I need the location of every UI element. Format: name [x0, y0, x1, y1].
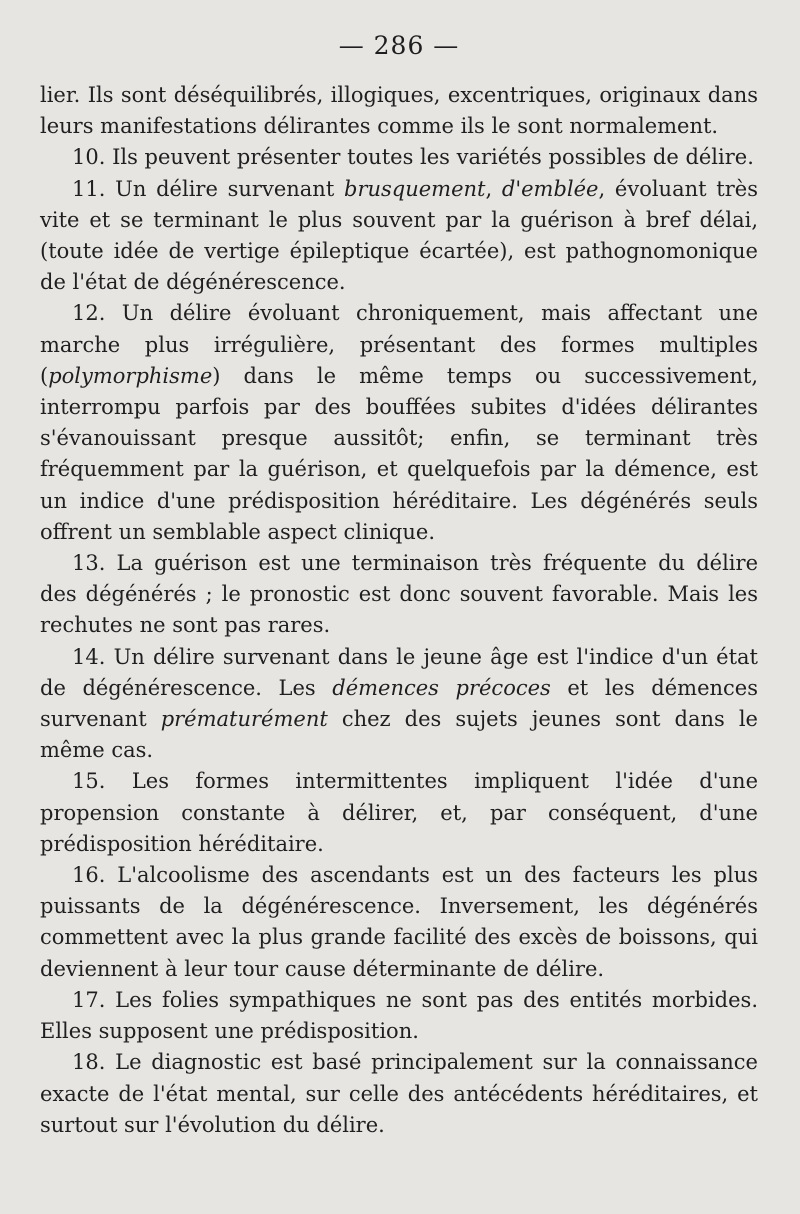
paragraph-number: 14.: [72, 644, 106, 669]
body-text: lier. Ils sont déséquilibrés, illogiques, excentriques, originaux dans leurs manifestations délirantes comme ils le sont normalement.: [40, 83, 758, 139]
body-text: Un délire survenant dans le jeune âge est l'indice d'un état de dégénérescence. Les: [40, 644, 758, 700]
numbered-paragraph-12: [40, 298, 758, 548]
paragraph-number: 12.: [72, 301, 106, 326]
italic-text: d'emblée: [501, 176, 599, 201]
body-text: Les formes intermittentes impliquent l'idée d'une propension constante à délirer, et, par conséquent, d'une prédisposition héréditaire.: [40, 769, 758, 856]
italic-text: prématurément: [160, 707, 328, 732]
paragraph-number: 18.: [72, 1050, 106, 1075]
numbered-paragraph-14: [40, 642, 758, 767]
numbered-paragraph-15: [40, 766, 758, 860]
italic-text: polymorphisme: [48, 363, 213, 388]
paragraph-number: 11.: [72, 176, 106, 201]
page-number: — 286 —: [338, 31, 460, 60]
body-text: L'alcoolisme des ascendants est un des facteurs les plus puissants de la dégénérescence. Inversement, les dégénérés commettent avec la plus grande facilité des excès de boissons, qui deviennent à leur tour cause déterminante de délire.: [40, 863, 758, 981]
numbered-paragraph-17: [40, 985, 758, 1047]
body-text: ) dans le même temps ou successivement, interrompu parfois par des bouffées subites d'idées délirantes s'évanouissant presque aussitôt; enfin, se terminant très fréquemment par la guérison, et quelquefois par la démence, est un indice d'une prédisposition héréditaire. Les dégénérés seuls offrent un semblable aspect clinique.: [40, 363, 758, 544]
numbered-paragraph-18: [40, 1047, 758, 1141]
body-text: Un délire évoluant chroniquement, mais affectant une marche plus irrégulière, présentant des formes multiples (: [40, 301, 758, 388]
paragraph-number: 13.: [72, 551, 106, 576]
page-body-text: [40, 80, 758, 1141]
body-text: Les folies sympathiques ne sont pas des entités morbides. Elles supposent une prédisposition.: [40, 987, 758, 1044]
body-text: , évoluant très vite et se terminant le plus souvent par la guérison à bref délai, (toute idée de vertige épileptique écartée), est pathognomonique de l'état de dégénérescence.: [40, 176, 758, 295]
paragraph-number: 15.: [72, 769, 106, 794]
body-text: La guérison est une terminaison très fréquente du délire des dégénérés ; le pronostic est donc souvent favorable. Mais les rechutes ne sont pas rares.: [40, 551, 758, 638]
paragraph-number: 16.: [72, 863, 106, 888]
body-text: Ils peuvent présenter toutes les variétés possibles de délire.: [105, 145, 754, 170]
italic-text: brusquement: [344, 176, 486, 201]
italic-text: démences précoces: [332, 675, 551, 700]
body-text: et les démences survenant: [40, 675, 759, 732]
numbered-paragraph-16: [40, 860, 758, 985]
numbered-paragraph-10: [40, 142, 758, 173]
paragraph-number: 10.: [72, 145, 106, 170]
paragraph-number: 17.: [72, 987, 106, 1012]
body-text: Le diagnostic est basé principalement sur la connaissance exacte de l'état mental, sur celle des antécédents héréditaires, et surtout sur l'évolution du délire.: [40, 1050, 758, 1137]
numbered-paragraph-11: [40, 174, 758, 299]
body-text: ,: [485, 176, 502, 201]
body-text: Un délire survenant: [105, 176, 344, 201]
continued-paragraph: [40, 80, 758, 142]
body-text: chez des sujets jeunes sont dans le même cas.: [40, 707, 758, 763]
numbered-paragraph-13: [40, 548, 758, 642]
